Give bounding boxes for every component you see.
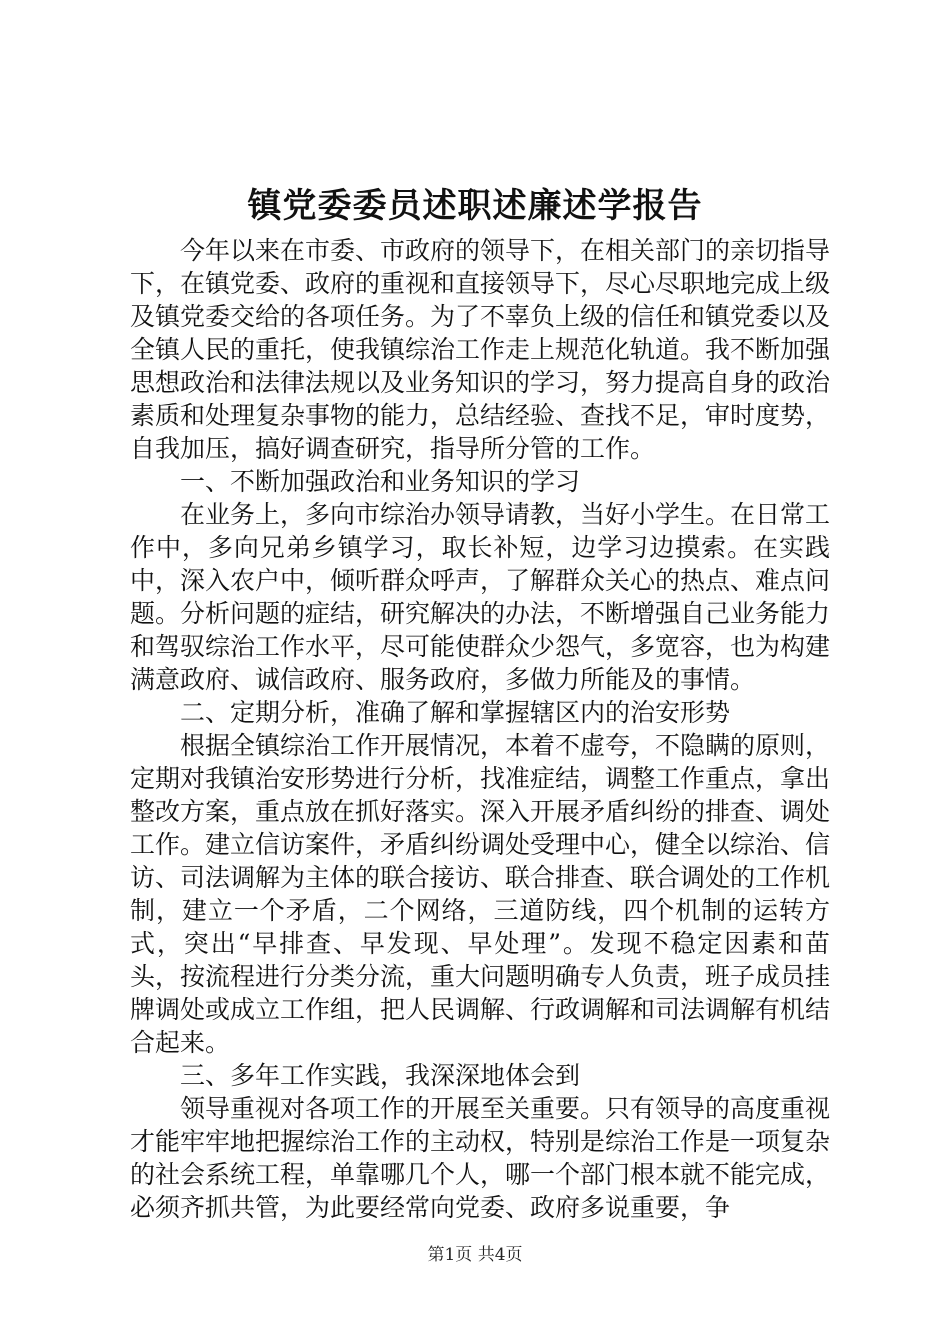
paragraph-section-2: 根据全镇综治工作开展情况，本着不虚夸，不隐瞒的原则，定期对我镇治安形势进行分析，找准症结，调整工作重点，拿出整改方案，重点放在抓好落实。深入开展矛盾纠纷的排查、调处工作。建立信访案件，矛盾纠纷调处受理中心，健全以综治、信访、司法调解为主体的联合接访、联合排查、联合调处的工作机制，建立一个矛盾，二个网络，三道防线，四个机制的运转方式，突出“早排查、早发现、早处理”。发现不稳定因素和苗头，按流程进行分类分流，重大问题明确专人负责，班子成员挂牌调处或成立工作组，把人民调解、行政调解和司法调解有机结合起来。 (130, 731, 831, 1057)
paragraph-section-1: 在业务上，多向市综治办领导请教，当好小学生。在日常工作中，多向兄弟乡镇学习，取长补短，边学习边摸索。在实践中，深入农户中，倾听群众呼声，了解群众关心的热点、难点问题。分析问题的症结，研究解决的办法，不断增强自己业务能力和驾驭综治工作水平，尽可能使群众少怨气，多宽容，也为构建满意政府、诚信政府、服务政府，多做力所能及的事情。 (130, 500, 831, 694)
paragraph-section-3: 领导重视对各项工作的开展至关重要。只有领导的高度重视才能牢牢地把握综治工作的主动权，特别是综治工作是一项复杂的社会系统工程，单靠哪几个人，哪一个部门根本就不能完成，必须齐抓共管，为此要经常向党委、政府多说重要，争 (130, 1094, 831, 1222)
page-footer: 第1页 共4页 (427, 1245, 523, 1265)
paragraph-intro: 今年以来在市委、市政府的领导下，在相关部门的亲切指导下，在镇党委、政府的重视和直接领导下，尽心尽职地完成上级及镇党委交给的各项任务。为了不辜负上级的信任和镇党委以及全镇人民的重托，使我镇综治工作走上规范化轨道。我不断加强思想政治和法律法规以及业务知识的学习，努力提高自身的政治素质和处理复杂事物的能力，总结经验、查找不足，审时度势，自我加压，搞好调查研究，指导所分管的工作。 (130, 236, 831, 463)
document-title: 镇党委委员述职述廉述学报告 (247, 186, 703, 226)
document-body (130, 234, 830, 1224)
section-heading-1: 一、不断加强政治和业务知识的学习 (180, 467, 581, 496)
section-heading-3: 三、多年工作实践，我深深地体会到 (180, 1061, 581, 1090)
section-heading-2: 二、定期分析，准确了解和掌握辖区内的治安形势 (180, 698, 731, 727)
